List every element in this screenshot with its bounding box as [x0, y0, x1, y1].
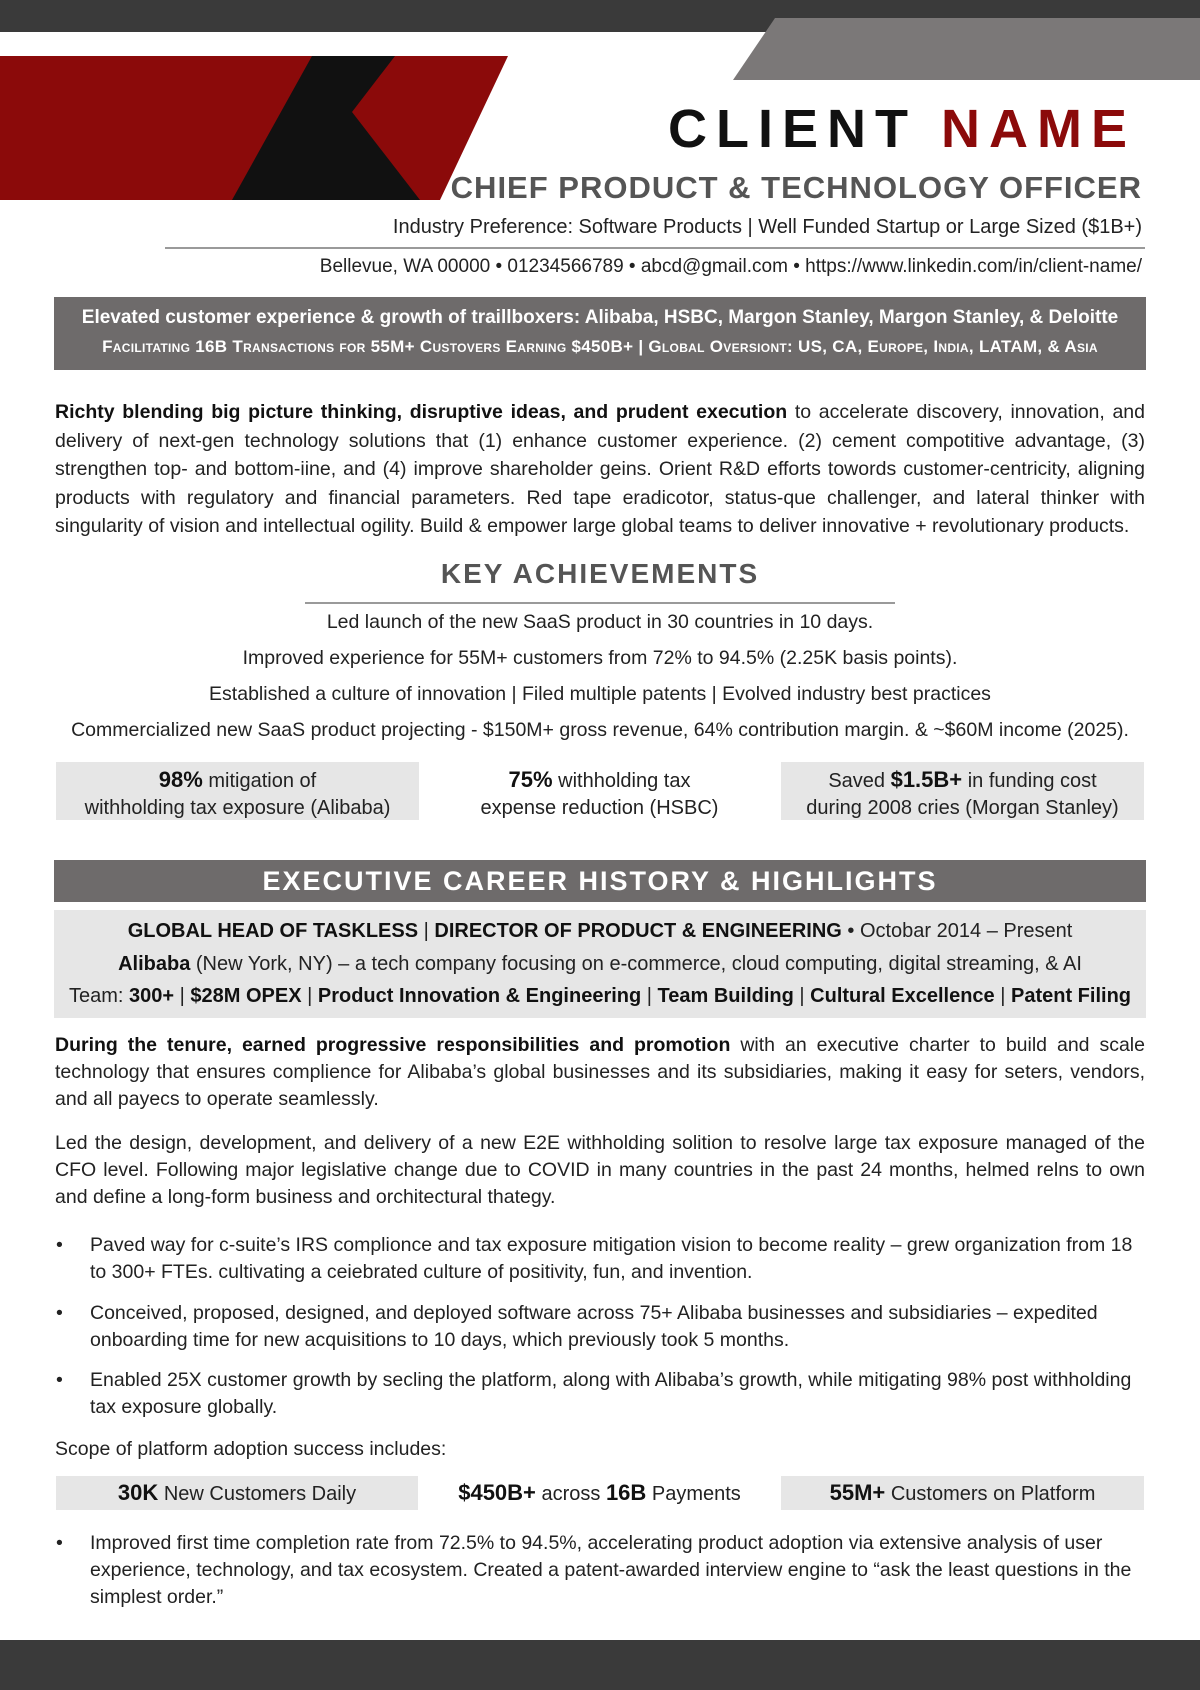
stat-text: Payments — [646, 1483, 741, 1505]
team-item: Team Building — [657, 985, 794, 1007]
achievement-item: Led launch of the new SaaS product in 30 countries in 10 days. — [326, 611, 874, 633]
career-bullet: • Paved way for c-suite’s IRS complionce and tax exposure mitigation vision to become reality – grew organization from 18 to 300+ FTEs. cultivating a ceiebrated culture of positivity, fun, and invention. — [90, 1232, 1145, 1286]
team-line: Team: 300+ | $28M OPEX | Product Innovation & Engineering | Team Building | Cultural Excellence | Patent Filing — [68, 985, 1131, 1007]
name-last: NAME — [941, 99, 1136, 159]
role-title: GLOBAL HEAD OF TASKLESS — [127, 920, 419, 942]
client-name — [668, 98, 1136, 160]
tenure-lead: During the tenure, earned progressive responsibilities and promotion — [55, 1034, 731, 1056]
stat-box — [56, 1476, 418, 1510]
header-divider — [165, 247, 1145, 249]
career-bullet: • Enabled 25X customer growth by secling the platform, along with Alibaba’s growth, while mitigating 98% post withholding tax exposure globally. — [90, 1367, 1145, 1421]
box-text: expense reduction (HSBC) — [480, 797, 719, 819]
career-history-title: EXECUTIVE CAREER HISTORY & HIGHLIGHTS — [54, 860, 1146, 902]
box-highlight: 75% — [508, 767, 553, 792]
box-text: withholding tax exposure (Alibaba) — [84, 797, 391, 819]
team-item: Product Innovation & Engineering — [317, 985, 642, 1007]
box-text: mitigation of — [202, 770, 317, 792]
achievement-item: Improved experience for 55M+ customers from 72% to 94.5% (2.25K basis points). — [242, 647, 958, 669]
stat-text: Customers on Platform — [885, 1483, 1096, 1505]
stat-box — [781, 1476, 1144, 1510]
contact-line: Bellevue, WA 00000 • 01234566789 • abcd@gmail.com • https://www.linkedin.com/in/client-name/ — [319, 256, 1142, 277]
key-achievements-title: KEY ACHIEVEMENTS — [440, 558, 760, 589]
stat-value: 16B — [605, 1480, 647, 1505]
name-first: CLIENT — [667, 99, 917, 159]
team-label: Team: — [68, 985, 130, 1007]
box-text: in funding cost — [962, 770, 1097, 792]
value-banner — [54, 297, 1146, 370]
role-dates: • Octobar 2014 – Present — [841, 920, 1073, 942]
stat-value: $450B+ — [458, 1480, 536, 1505]
company-name: Alibaba — [118, 953, 191, 975]
bottom-bar — [0, 1640, 1200, 1690]
company-line — [54, 953, 1146, 976]
job-title: CHIEF PRODUCT & TECHNOLOGY OFFICER — [450, 170, 1142, 205]
achievement-item: Commercialized new SaaS product projecting - $150M+ gross revenue, 64% contribution margin. & ~$60M income (2025). — [71, 719, 1129, 741]
team-item: 300+ — [129, 985, 175, 1007]
stat-text: across — [535, 1483, 606, 1505]
career-bullet: • Improved first time completion rate from 72.5% to 94.5%, accelerating product adoption via extensive analysis of user experience, technology, and tax ecosystem. Created a patent-awarded interview engine to “ask the least questions in the simplest order.” — [90, 1530, 1145, 1611]
career-bullet: • Conceived, proposed, designed, and deployed software across 75+ Alibaba businesses and subsidiaries – expedited onboarding time for new acquisitions to 10 days, which previously took 5 months. — [90, 1300, 1145, 1354]
stat-value: 30K — [117, 1480, 159, 1505]
banner-line-2: Facilitating 16B Transactions for 55M+ Custovers Earning $450B+ | Global Oversiont: US, CA, Europe, India, LATAM, & Asia — [102, 337, 1098, 356]
achievement-item: Established a culture of innovation | Filed multiple patents | Evolved industry best practices — [209, 683, 991, 705]
tenure-paragraph — [55, 1032, 1145, 1113]
role-summary-box — [54, 910, 1146, 1018]
box-text: withholding tax — [552, 770, 691, 792]
summary-rest: to accelerate discovery, innovation, and delivery of next-gen technology solutions that (1) enhance customer experience. (2) cement compotitive advantage, (3) strengthen top- and bottom-iine, and (4) improve shareholder geins. Orient R&D efforts towords customer-centricity, aligning products with regulatory and financial parameters. Red tape eradicotor, status-que challenger, and lateral thinker with singularity of vision and intellectual ogility. Build & empower large global teams to deliver innovative + revolutionary products. — [55, 401, 1145, 537]
tenure-rest: with an executive charter to build and scale technology that ensures complience for Alibaba’s global businesses and its subsidiaries, making it easy for seters, vendors, and all payecs to operate seamlessly. — [55, 1034, 1145, 1110]
stat-text: New Customers Daily — [158, 1483, 357, 1505]
role-heading: GLOBAL HEAD OF TASKLESS | DIRECTOR OF PRODUCT & ENGINEERING • Octobar 2014 – Present — [127, 920, 1073, 942]
stat-value: 55M+ — [829, 1480, 886, 1505]
stat-box — [418, 1476, 781, 1510]
scope-label: Scope of platform adoption success includes: — [55, 1438, 447, 1460]
gray-slant-shape — [733, 18, 1200, 80]
design-paragraph: Led the design, development, and delivery of a new E2E withholding solition to resolve large tax exposure managed of the CFO level. Following major legislative change due to COVID in many countries in the past 24 months, helmed relns to own and define a long-form business and orchitectural thategy. — [55, 1132, 1145, 1208]
team-item: $28M OPEX — [190, 985, 302, 1007]
achievement-box — [418, 762, 781, 820]
banner-line-1: Elevated customer experience & growth of traillboxers: Alibaba, HSBC, Margon Stanley, Margon Stanley, & Deloitte — [81, 307, 1119, 328]
box-highlight: 98% — [158, 767, 203, 792]
team-item: Patent Filing — [1011, 985, 1131, 1007]
industry-preference: Industry Preference: Software Products | Well Funded Startup or Large Sized ($1B+) — [392, 216, 1142, 238]
key-achievements-divider — [305, 602, 895, 604]
role-title-2: DIRECTOR OF PRODUCT & ENGINEERING — [434, 920, 842, 942]
box-highlight: $1.5B+ — [890, 767, 963, 792]
company-description: (New York, NY) – a tech company focusing on e-commerce, cloud computing, digital streaming, & AI — [190, 953, 1082, 975]
box-text: during 2008 cries (Morgan Stanley) — [806, 797, 1119, 819]
achievement-box — [781, 762, 1144, 820]
box-text: Saved — [828, 770, 891, 792]
achievement-box — [56, 762, 419, 820]
summary-paragraph — [55, 398, 1145, 541]
team-item: Cultural Excellence — [810, 985, 995, 1007]
summary-lead: Richty blending big picture thinking, disruptive ideas, and prudent execution — [55, 401, 788, 423]
